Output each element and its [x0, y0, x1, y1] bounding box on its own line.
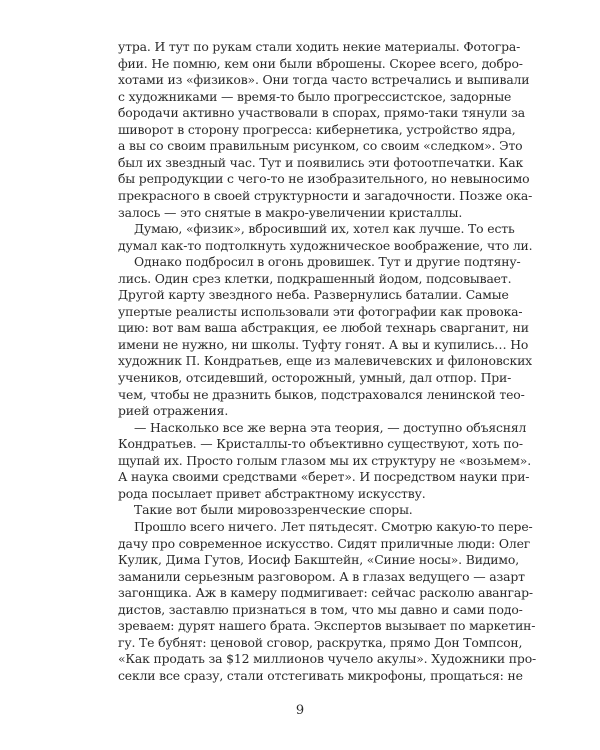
text-line: чем, чтобы не дразнить быков, подстраховался ленинской тео- [118, 386, 525, 402]
text-line: был их звездный час. Тут и появились эти фотоотпечатки. Как [118, 154, 524, 170]
text-line: Кулик, Дима Гутов, Иосиф Бакштейн, «Синие носы». Видимо, [118, 552, 519, 568]
text-line: Думаю, «физик», вбросивший их, хотел как лучше. То есть [134, 221, 515, 237]
text-line: шиворот в сторону прогресса: кибернетика, устройство ядра, [118, 121, 516, 137]
text-line: думал как-то подтолкнуть художническое воображение, что ли. [118, 237, 533, 253]
page-number: 9 [295, 703, 305, 718]
text-line: дачу про современное искусство. Сидят приличные люди: Олег [118, 535, 531, 551]
text-line: загонщика. Аж в камеру подмигивает: сейчас расколю авангар- [118, 585, 533, 601]
text-line: рода посылает привет абстрактному искусству. [118, 485, 426, 501]
text-line: цию: вот вам ваша абстракция, ее любой технарь сварганит, ни [118, 320, 529, 336]
text-line: А наука своими средствами «берет». И посредством науки при- [118, 469, 530, 485]
text-line: секли все сразу, стали отстегивать микрофоны, прощаться: не [118, 667, 523, 683]
text-line: щупай их. Просто голым глазом мы их структуру не «возьмем». [118, 452, 531, 468]
text-line: прекрасного в своей структурности и загадочности. Позже ока- [118, 187, 533, 203]
text-line: с художниками — время-то было прогрессистское, задорные [118, 88, 512, 104]
text-line: рией отражения. [118, 403, 229, 419]
text-line: заманили серьезным разговором. А в глазах ведущего — азарт [118, 568, 525, 584]
text-line: учеников, отсидевший, осторожный, умный, дал отпор. При- [118, 370, 512, 385]
text-line: упертые реалисты использовали эти фотографии как провока- [118, 303, 523, 319]
text-line: художник П. Кондратьев, еще из малевичевских и филоновских [118, 353, 533, 369]
text-line: зреваем: дурят нашего брата. Экспертов вызывает по маркетин- [118, 618, 536, 634]
text-line: «Как продать за $12 миллионов чучело акулы». Художники про- [118, 651, 537, 667]
text-line: бородачи активно участвовали в спорах, прямо-таки тянули за [118, 105, 525, 121]
text-line: Такие вот были мировоззренческие споры. [134, 502, 413, 518]
text-line: лись. Один срез клетки, подкрашенный йодом, подсовывает. [118, 270, 512, 286]
text-line: бы репродукции с чего-то не изобразительного, но невыносимо [118, 171, 530, 187]
text-line: гу. Те бубнят: ценовой сговор, раскрутка, прямо Дон Томпсон, [118, 634, 523, 650]
text-line: залось — это снятые в макро-увеличении кристаллы. [118, 204, 463, 220]
text-line: Кондратьев. — Кристаллы-то объективно существуют, хоть по- [118, 436, 523, 452]
text-line: имени не нужно, ни школы. Туфту гонят. А вы и купились… Но [118, 336, 529, 352]
text-line: Однако подбросил в огонь дровишек. Тут и другие подтяну- [134, 254, 521, 270]
text-line: — Насколько все же верна эта теория, — доступно объяснял [134, 419, 527, 435]
text-line: фии. Не помню, кем они были вброшены. Скорее всего, добро- [118, 55, 523, 71]
text-line: Прошло всего ничего. Лет пятьдесят. Смотрю какую-то пере- [134, 518, 533, 534]
text-line: хотами из «физиков». Они тогда часто встречались и выпивали [118, 72, 530, 88]
text-line: Другой карту звездного неба. Развернулись баталии. Самые [118, 287, 509, 303]
text-line: дистов, заставлю признаться в том, что мы давно и сами подо- [118, 601, 523, 617]
text-line: утра. И тут по рукам стали ходить некие материалы. Фотогра- [118, 39, 521, 54]
text-line: а вы со своим правильным рисунком, со своим «следком». Это [118, 138, 523, 154]
